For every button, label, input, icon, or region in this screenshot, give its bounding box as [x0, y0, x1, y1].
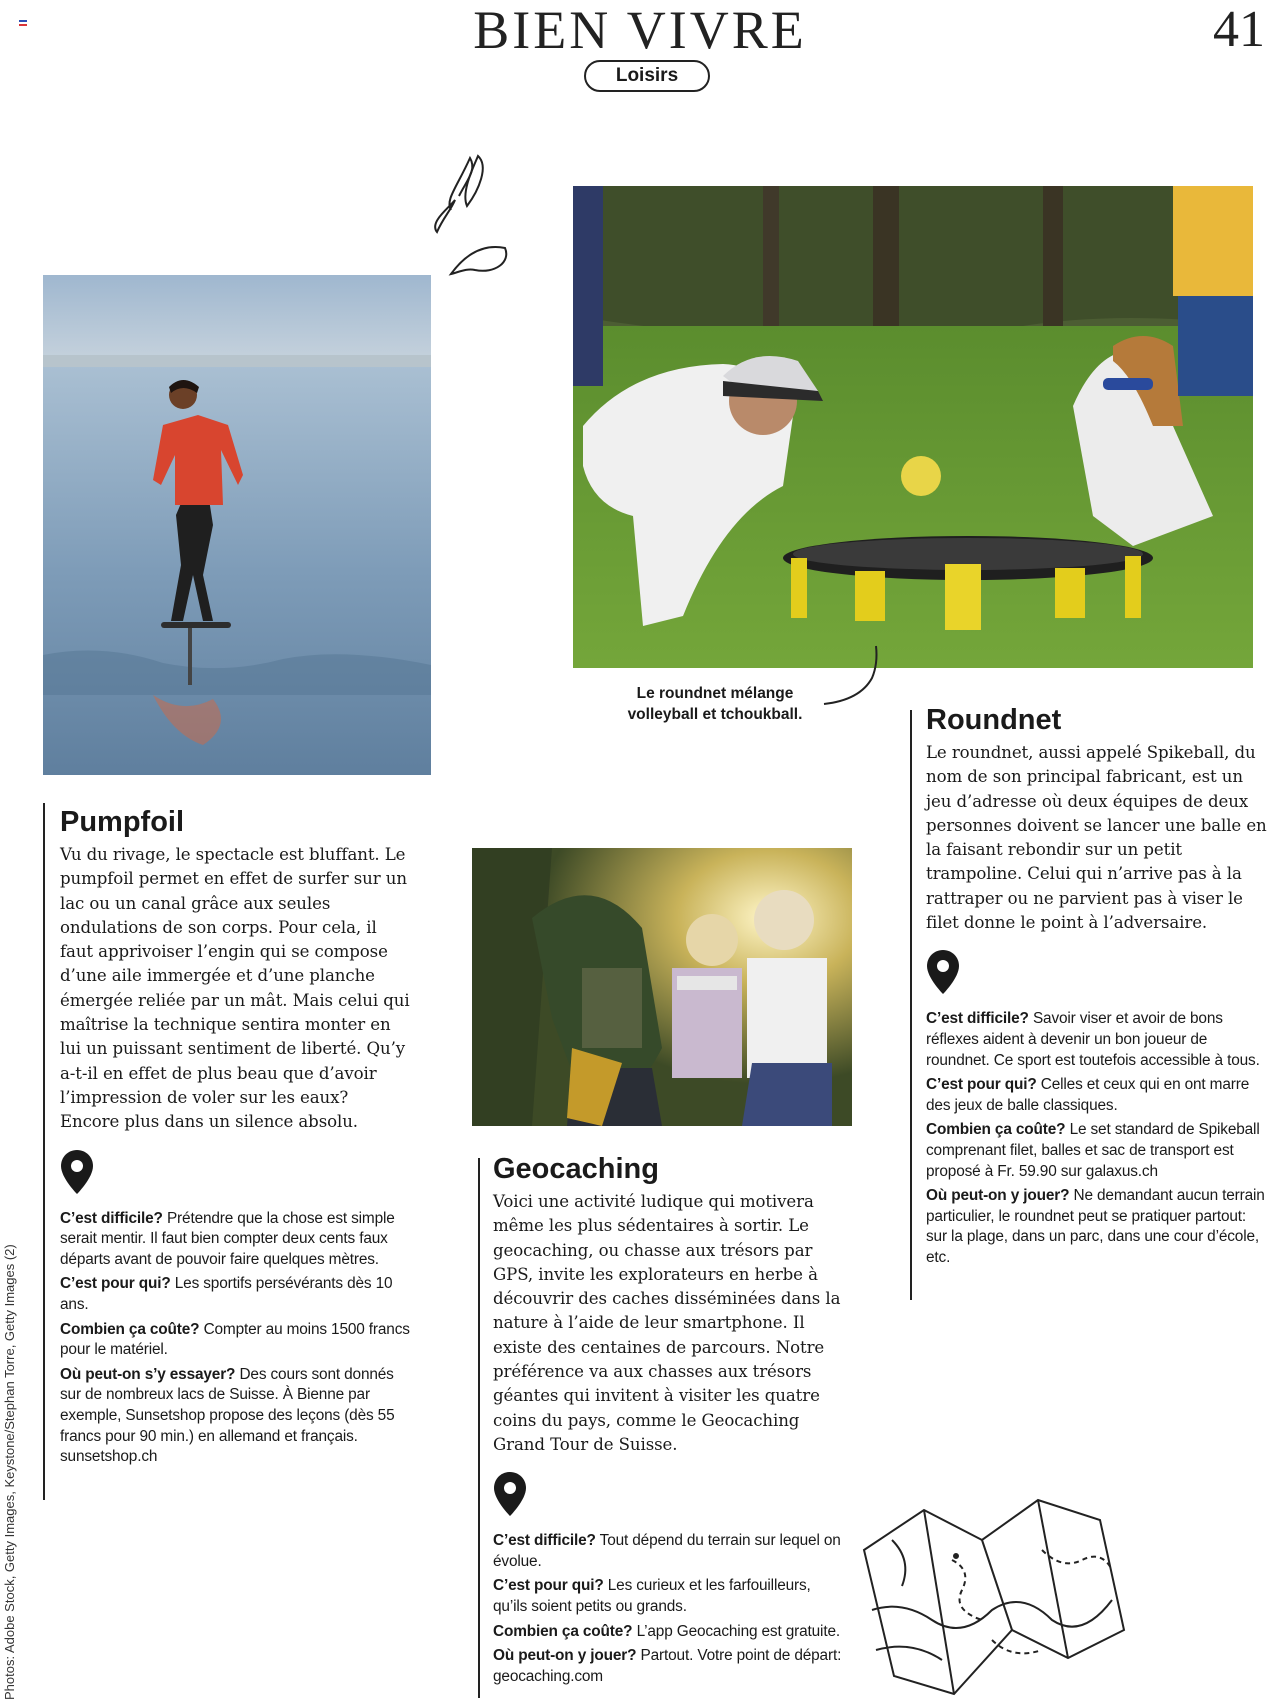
page-number: 41 [1213, 1, 1265, 58]
droplets-icon [415, 152, 515, 282]
roundnet-photo [573, 186, 1253, 668]
pumpfoil-info-difficulty: C’est difficile? Prétendre que la chose est simple serait mentir. Il faut bien compter deux cents faux départs avant de pouvoir faire quelques mètres. [60, 1209, 395, 1268]
geocaching-info-difficulty: C’est difficile? Tout dépend du terrain sur lequel on évolue. [493, 1532, 841, 1570]
pumpfoil-article [60, 805, 410, 1472]
section-label: Loisirs [584, 60, 710, 92]
roundnet-info-difficulty: C’est difficile? Savoir viser et avoir de bons réflexes aident à devenir un bon joueur de roundnet. Ce sport est toutefois accessible à tous. [926, 1010, 1260, 1069]
pumpfoil-title: Pumpfoil [60, 806, 185, 838]
caption-pointer-line [820, 640, 890, 710]
geocaching-article [493, 1152, 843, 1691]
roundnet-caption: Le roundnet mélange volleyball et tchoukball. [627, 685, 803, 723]
geocaching-body: Voici une activité ludique qui motivera même les plus sédentaires à sortir. Le geocaching, ou chasse aux trésors par GPS, invite les explorateurs en herbe à découvrir des caches disséminées dans la nature à l’aide de leur smartphone. Il existe des centaines de parcours. Notre préférence va aux chasses aux trésors géantes qui invitent à visiter les quatre coins du pays, comme le Geocaching Grand Tour de Suisse. [493, 1192, 841, 1454]
roundnet-info-cost: Combien ça coûte? Le set standard de Spikeball comprenant filet, balles et sac de transport est proposé à Fr. 59.90 sur galaxus.ch [926, 1121, 1260, 1180]
geocaching-info-cost: Combien ça coûte? L’app Geocaching est gratuite. [493, 1622, 840, 1640]
magazine-section-title: BIEN VIVRE [473, 0, 807, 60]
folded-map-icon [862, 1490, 1132, 1700]
geocaching-title: Geocaching [493, 1153, 659, 1185]
pumpfoil-photo [43, 275, 431, 775]
roundnet-title: Roundnet [926, 704, 1062, 736]
geocaching-photo [472, 848, 852, 1126]
location-pin-icon [926, 949, 960, 995]
roundnet-body: Le roundnet, aussi appelé Spikeball, du nom de son principal fabricant, est un jeu d’adresse où deux équipes de deux personnes doivent se lancer une balle en la faisant rebondir sur un petit trampoline. Celui qui n’arrive pas à la rattraper ou ne parvient pas à viser le filet donne le point à l’adversaire. [926, 743, 1267, 933]
pumpfoil-info-cost: Combien ça coûte? Compter au moins 1500 francs pour le matériel. [60, 1320, 410, 1359]
roundnet-info-where: Où peut-on y jouer? Ne demandant aucun terrain particulier, le roundnet peut se pratiquer partout: sur la plage, dans un parc, dans une cour d’école, etc. [926, 1187, 1265, 1266]
pumpfoil-info-where: Où peut-on s’y essayer? Des cours sont donnés sur de nombreux lacs de Suisse. À Bienne par exemple, Sunsetshop propose des leçons (dès 55 francs pour 90 min.) en allemand et français. sunsetshop.ch [60, 1365, 395, 1466]
flag-icon [19, 20, 27, 26]
roundnet-article [926, 703, 1271, 1273]
location-pin-icon [60, 1149, 94, 1195]
photo-credit: Photos: Adobe Stock, Getty Images, Keystone/Stephan Torre, Getty Images (2) [2, 1244, 17, 1700]
pumpfoil-body: Vu du rivage, le spectacle est bluffant. Le pumpfoil permet en effet de surfer sur un lac ou un canal grâce aux seules ondulations de son corps. Pour cela, il faut apprivoiser l’engin qui se compose d’une aile immergée et d’une planche émergée reliée par un mât. Mais celui qui maîtrise la technique sentira monter en lui un puissant sentiment de liberté. Qu’y a-t-il en effet de plus beau que d’avoir l’impression de voler sur les eaux? Encore plus dans un silence absolu. [60, 845, 410, 1132]
roundnet-info-audience: C’est pour qui? Celles et ceux qui en ont marre des jeux de balle classiques. [926, 1076, 1250, 1114]
location-pin-icon [493, 1471, 527, 1517]
pumpfoil-info-audience: C’est pour qui? Les sportifs persévérants dès 10 ans. [60, 1275, 393, 1313]
geocaching-info-audience: C’est pour qui? Les curieux et les farfouilleurs, qu’ils soient petits ou grands. [493, 1577, 811, 1616]
geocaching-info-where: Où peut-on y jouer? Partout. Votre point de départ: geocaching.com [493, 1647, 842, 1685]
